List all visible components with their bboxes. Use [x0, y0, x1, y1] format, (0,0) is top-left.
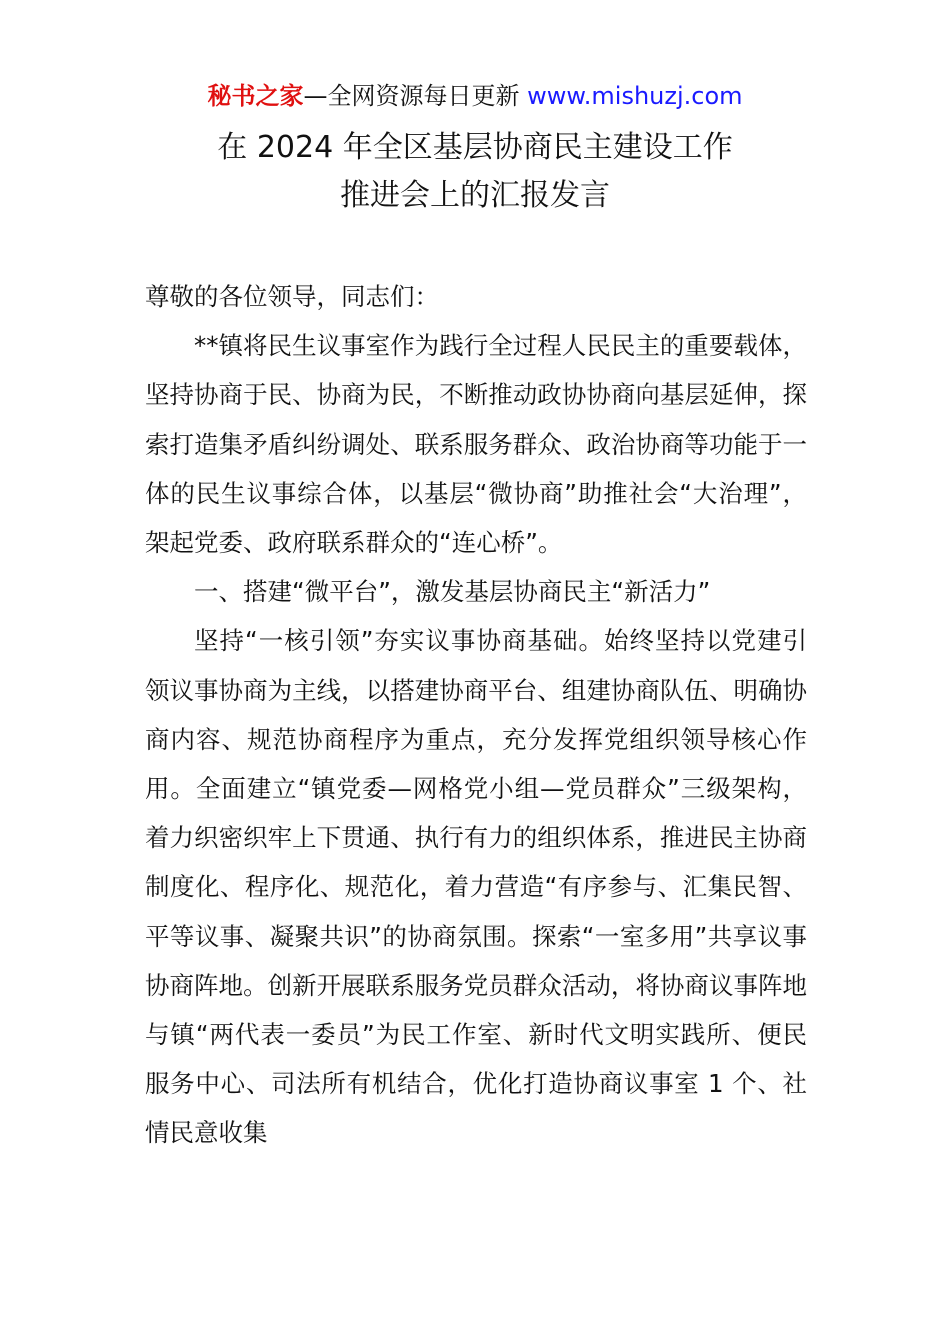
site-brand: 秘书之家 — [207, 82, 304, 110]
body-paragraph-2: 坚持“一核引领”夯实议事协商基础。始终坚持以党建引领议事协商为主线，以搭建协商平台、组建协商队伍、明确协商内容、规范协商程序为重点，充分发挥党组织领导核心作用。全面建立“镇党委—网格党小组—党员群众”三级架构，着力织密织牢上下贯通、执行有力的组织体系，推进民主协商制度化、程序化、规范化，着力营造“有序参与、汇集民智、平等议事、凝聚共识”的协商氛围。探索“一室多用”共享议事协商阵地。创新开展联系服务党员群众活动，将协商议事阵地与镇“两代表一委员”为民工作室、新时代文明实践所、便民服务中心、司法所有机结合，优化打造协商议事室 1 个、社情民意收集 — [145, 626, 807, 1148]
site-url-link[interactable]: www.mishuzj.com — [527, 82, 743, 110]
site-tagline: —全网资源每日更新 — [303, 82, 520, 110]
document-title-line-2: 推进会上的汇报发言 — [340, 178, 610, 213]
document-title-line-1: 在 2024 年全区基层协商民主建设工作 — [217, 130, 733, 165]
site-header — [0, 80, 950, 112]
salutation: 尊敬的各位领导，同志们： — [145, 282, 439, 311]
document-body — [145, 272, 807, 1158]
intro-paragraph: **镇将民生议事室作为践行全过程人民民主的重要载体，坚持协商于民、协商为民，不断推动政协协商向基层延伸，探索打造集矛盾纠纷调处、联系服务群众、政治协商等功能于一体的民生议事综合体，以基层“微协商”助推社会“大治理”，架起党委、政府联系群众的“连心桥”。 — [145, 331, 807, 558]
section-heading-1: 一、搭建“微平台”，激发基层协商民主“新活力” — [194, 577, 711, 607]
